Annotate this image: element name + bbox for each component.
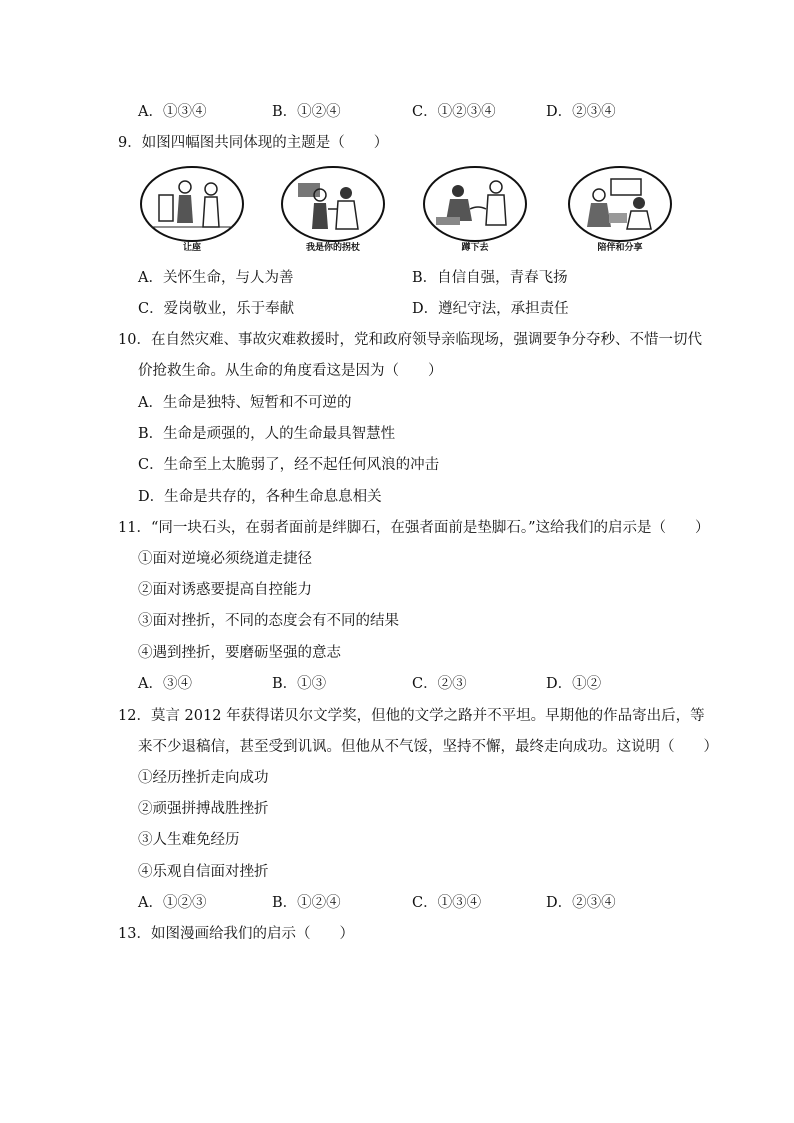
q13-stem: 13．如图漫画给我们的启示（ ） xyxy=(118,926,354,942)
q9-option-d: D．遵纪守法，承担责任 xyxy=(412,301,569,317)
q9-cartoon-1 xyxy=(139,165,245,257)
q10-option-a: A．生命是独特、短暂和不可逆的 xyxy=(138,395,352,411)
q8-option-d: D．②③④ xyxy=(546,104,616,120)
q12-item-1: ①经历挫折走向成功 xyxy=(138,770,269,786)
q11-item-1: ①面对逆境必须绕道走捷径 xyxy=(138,551,312,567)
q10-option-b: B．生命是顽强的，人的生命最具智慧性 xyxy=(138,426,396,442)
cartoon-illustration-4 xyxy=(567,165,673,243)
q9-caption-2: 我是你的拐杖 xyxy=(305,243,360,253)
q9-caption-4: 陪伴和分享 xyxy=(597,243,643,253)
cartoon-illustration-1 xyxy=(139,165,245,243)
q9-cartoon-2 xyxy=(280,165,386,257)
q12-option-d: D．②③④ xyxy=(546,895,616,911)
q11-option-c: C．②③ xyxy=(412,676,467,692)
q11-stem: 11．“同一块石头，在弱者面前是绊脚石，在强者面前是垫脚石。”这给我们的启示是（ ） xyxy=(118,520,710,536)
q9-caption-3: 蹲下去 xyxy=(461,243,489,253)
q11-item-4: ④遇到挫折，要磨砺坚强的意志 xyxy=(138,645,341,661)
q12-stem-line-1: 12．莫言 2012 年获得诺贝尔文学奖，但他的文学之路并不平坦。早期他的作品寄出后，等 xyxy=(118,708,705,724)
q9-cartoon-4 xyxy=(567,165,673,257)
q11-item-3: ③面对挫折，不同的态度会有不同的结果 xyxy=(138,613,399,629)
q11-option-a: A．③④ xyxy=(138,676,192,692)
cartoon-illustration-3 xyxy=(422,165,528,243)
q8-option-a: A．①③④ xyxy=(138,104,207,120)
q11-option-b: B．①③ xyxy=(272,676,327,692)
q12-item-3: ③人生难免经历 xyxy=(138,832,240,848)
q10-stem-line-1: 10．在自然灾难、事故灾难救援时，党和政府领导亲临现场，强调要争分夺秒、不惜一切代 xyxy=(118,332,702,348)
q12-stem-line-2: 来不少退稿信，甚至受到讥讽。但他从不气馁，坚持不懈，最终走向成功。这说明（ ） xyxy=(138,739,718,755)
q12-option-b: B．①②④ xyxy=(272,895,341,911)
q9-option-a: A．关怀生命，与人为善 xyxy=(138,270,294,286)
q11-item-2: ②面对诱惑要提高自控能力 xyxy=(138,582,312,598)
q9-caption-1: 让座 xyxy=(182,243,201,253)
q12-item-4: ④乐观自信面对挫折 xyxy=(138,864,269,880)
q12-item-2: ②顽强拼搏战胜挫折 xyxy=(138,801,269,817)
q12-option-c: C．①③④ xyxy=(412,895,482,911)
q10-option-c: C．生命至上太脆弱了，经不起任何风浪的冲击 xyxy=(138,457,440,473)
q8-option-c: C．①②③④ xyxy=(412,104,496,120)
q9-cartoon-3 xyxy=(422,165,528,257)
q10-stem-line-2: 价抢救生命。从生命的角度看这是因为（ ） xyxy=(138,363,443,379)
q9-option-c: C．爱岗敬业，乐于奉献 xyxy=(138,301,295,317)
cartoon-illustration-2 xyxy=(280,165,386,243)
q9-option-b: B．自信自强，青春飞扬 xyxy=(412,270,568,286)
q10-option-d: D．生命是共存的，各种生命息息相关 xyxy=(138,489,382,505)
q8-option-b: B．①②④ xyxy=(272,104,341,120)
q11-option-d: D．①② xyxy=(546,676,602,692)
q9-stem: 9．如图四幅图共同体现的主题是（ ） xyxy=(118,135,389,151)
q12-option-a: A．①②③ xyxy=(138,895,207,911)
